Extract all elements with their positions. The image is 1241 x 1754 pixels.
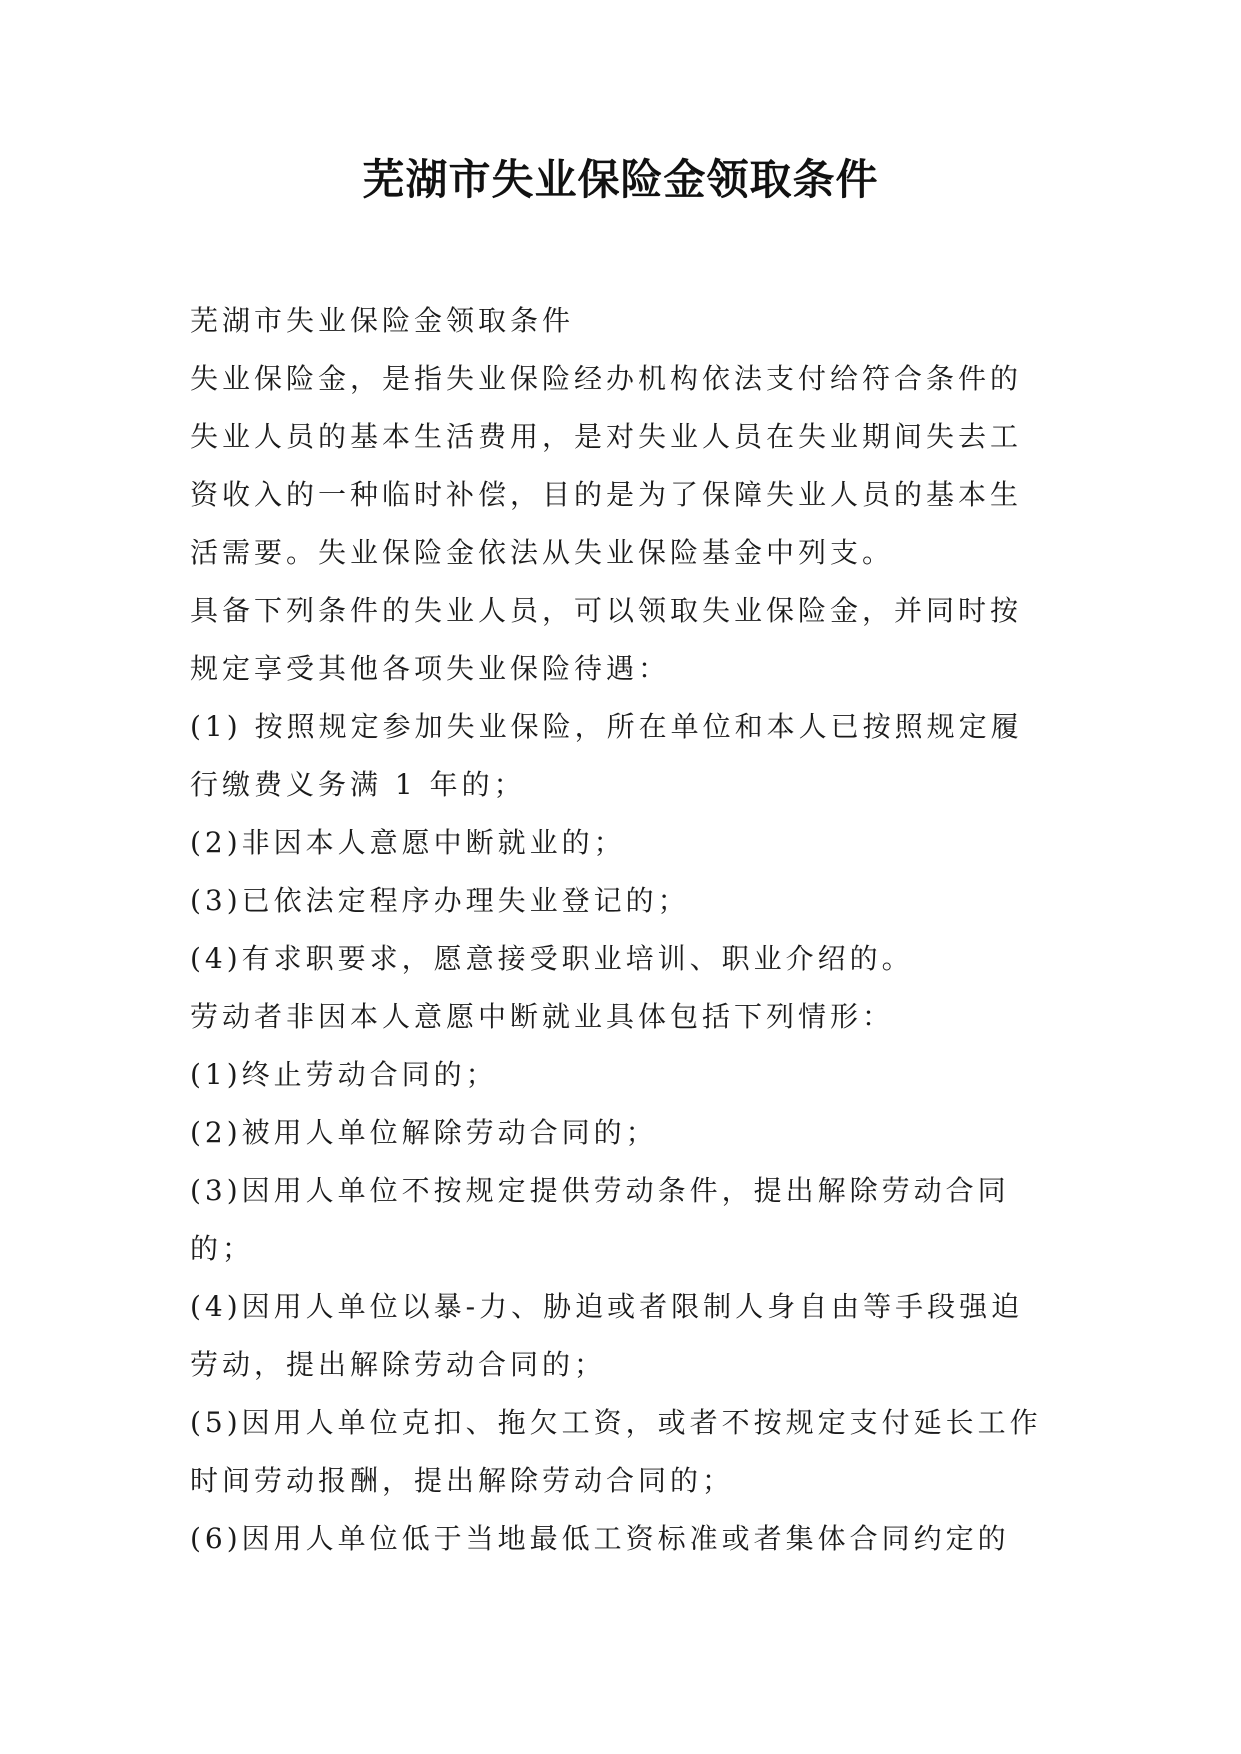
document-title: 芜湖市失业保险金领取条件 bbox=[362, 155, 879, 204]
situation-item-6: (6)因用人单位低于当地最低工资标准或者集体合同约定的 bbox=[190, 1522, 1010, 1555]
paragraph-situations-intro: 劳动者非因本人意愿中断就业具体包括下列情形： bbox=[190, 1000, 895, 1033]
paragraph-definition: 失业保险金，是指失业保险经办机构依法支付给符合条件的失业人员的基本生活费用，是对失业人员在失业期间失去工资收入的一种临时补偿，目的是为了保障失业人员的基本生活需要。失业保险金依法从失业保险基金中列支。 bbox=[190, 362, 1023, 569]
condition-item-4: (4)有求职要求，愿意接受职业培训、职业介绍的。 bbox=[190, 942, 914, 975]
document-body bbox=[190, 292, 1052, 1568]
situation-item-5: (5)因用人单位克扣、拖欠工资，或者不按规定支付延长工作时间劳动报酬，提出解除劳动合同的； bbox=[190, 1406, 1042, 1497]
paragraph-subtitle: 芜湖市失业保险金领取条件 bbox=[190, 304, 575, 337]
situation-item-4: (4)因用人单位以暴-力、胁迫或者限制人身自由等手段强迫劳动，提出解除劳动合同的； bbox=[190, 1290, 1024, 1381]
situation-item-3: (3)因用人单位不按规定提供劳动条件，提出解除劳动合同的； bbox=[190, 1174, 1010, 1265]
situation-item-1: (1)终止劳动合同的； bbox=[190, 1058, 498, 1091]
condition-item-3: (3)已依法定程序办理失业登记的； bbox=[190, 884, 690, 917]
condition-item-1: (1) 按照规定参加失业保险，所在单位和本人已按照规定履行缴费义务满 1 年的； bbox=[190, 710, 1023, 801]
paragraph-conditions-intro: 具备下列条件的失业人员，可以领取失业保险金，并同时按规定享受其他各项失业保险待遇： bbox=[190, 594, 1023, 685]
condition-item-2: (2)非因本人意愿中断就业的； bbox=[190, 826, 626, 859]
situation-item-2: (2)被用人单位解除劳动合同的； bbox=[190, 1116, 658, 1149]
